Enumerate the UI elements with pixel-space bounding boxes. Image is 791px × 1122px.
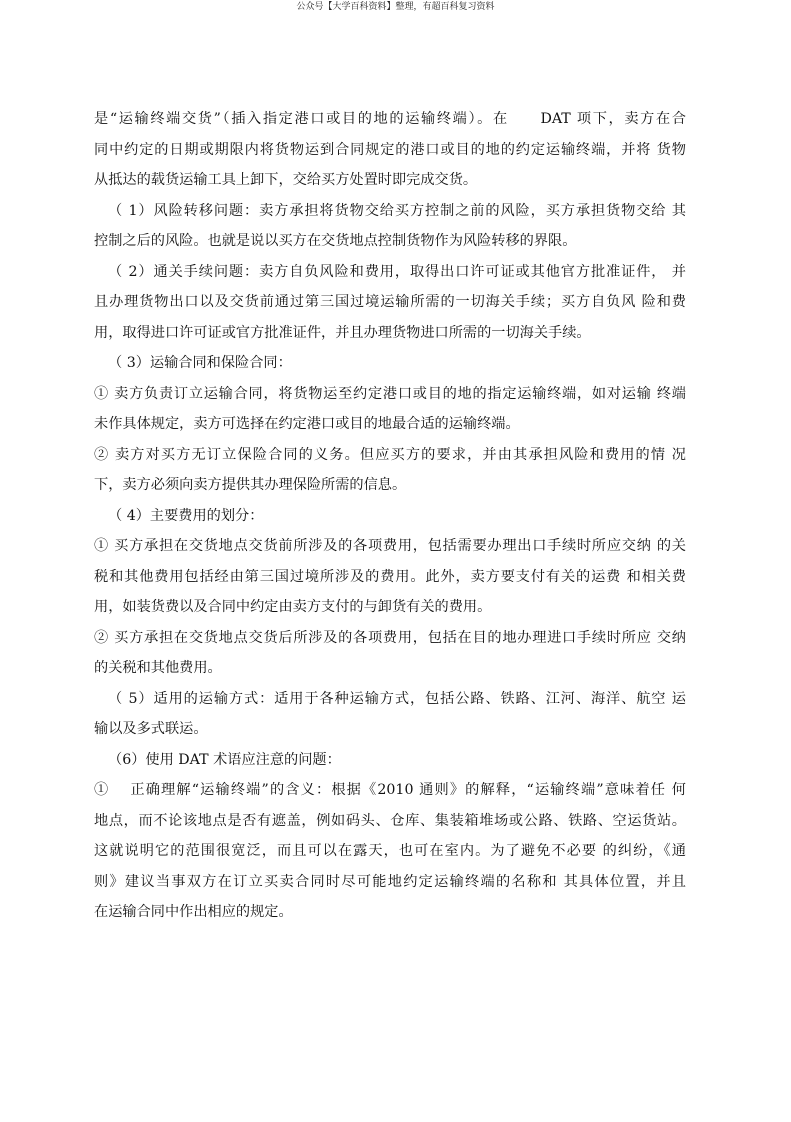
- document-body: [94, 104, 686, 928]
- text-line: （ 3）运输合同和保险合同：: [108, 355, 292, 371]
- text-line: 同中约定的日期或期限内将货物运到合同规定的港口或目的地的约定运输终端，并将 货物: [94, 141, 686, 158]
- text-line: （ 4）主要费用的划分：: [108, 507, 264, 524]
- text-line: 用，如装货费以及合同中约定由卖方支付的与卸货有关的费用。: [94, 599, 492, 615]
- text-line: 地点，而不论该地点是否有遮盖，例如码头、仓库、集装箱堆场或公路、铁路、空运货站。: [94, 812, 686, 829]
- text-line: 下，卖方必须向卖方提供其办理保险所需的信息。: [94, 477, 407, 493]
- text-line: ② 买方承担在交货地点交货后所涉及的各项费用，包括在目的地办理进口手续时所应 交纳: [94, 629, 686, 646]
- text-line: 则》建议当事双方在订立买卖合同时尽可能地约定运输终端的名称和 其具体位置，并且: [94, 873, 686, 890]
- text-line: ② 卖方对买方无订立保险合同的义务。但应买方的要求，并由其承担风险和费用的情 况: [94, 446, 686, 463]
- text-line: ① 买方承担在交货地点交货前所涉及的各项费用，包括需要办理出口手续时所应交纳 的关: [94, 538, 686, 554]
- text-line: 在运输合同中作出相应的规定。: [94, 904, 293, 920]
- text-line: （ 1）风险转移问题：卖方承担将货物交给买方控制之前的风险，买方承担货物交给 其: [108, 202, 686, 219]
- text-line: （ 2）通关手续问题：卖方自负风险和费用，取得出口许可证或其他官方批准证件， 并: [108, 263, 686, 280]
- text-line: 输以及多式联运。: [94, 721, 208, 737]
- text-line: （6）使用 DAT 术语应注意的问题：: [108, 751, 341, 768]
- text-line: 用，取得进口许可证或官方批准证件，并且办理货物进口所需的一切海关手续。: [94, 324, 591, 341]
- text-line: 税和其他费用包括经由第三国过境所涉及的费用。此外，卖方要支付有关的运费 和相关费: [94, 568, 686, 585]
- text-line: 这就说明它的范围很宽泛，而且可以在露天，也可在室内。为了避免不必要 的纠纷，《通: [94, 843, 686, 859]
- text-line: 且办理货物出口以及交货前通过第三国过境运输所需的一切海关手续；买方自负风 险和费: [94, 294, 686, 310]
- text-line: ① 正确理解“运输终端”的含义：根据《2010 通则》的解释，“运输终端”意味着任 何: [94, 782, 686, 798]
- text-line: 从抵达的载货运输工具上卸下，交给买方处置时即完成交货。: [94, 172, 478, 188]
- text-line: 控制之后的风险。也就是说以买方在交货地点控制货物作为风险转移的界限。: [94, 233, 577, 249]
- text-line: 未作具体规定，卖方可选择在约定港口或目的地最合适的运输终端。: [94, 416, 520, 432]
- text-line: ① 卖方负责订立运输合同，将货物运至约定港口或目的地的指定运输终端，如对运输 终端: [94, 385, 686, 402]
- text-line: 的关税和其他费用。: [94, 660, 222, 676]
- page-header: 公众号【大学百科资料】整理，有超百科复习资料: [296, 2, 495, 12]
- text-line: （ 5）适用的运输方式：适用于各种运输方式，包括公路、铁路、江河、海洋、航空 运: [108, 690, 686, 707]
- text-line: 是“运输终端交货”（插入指定港口或目的地的运输终端）。在 DAT 项下，卖方在合: [94, 111, 686, 127]
